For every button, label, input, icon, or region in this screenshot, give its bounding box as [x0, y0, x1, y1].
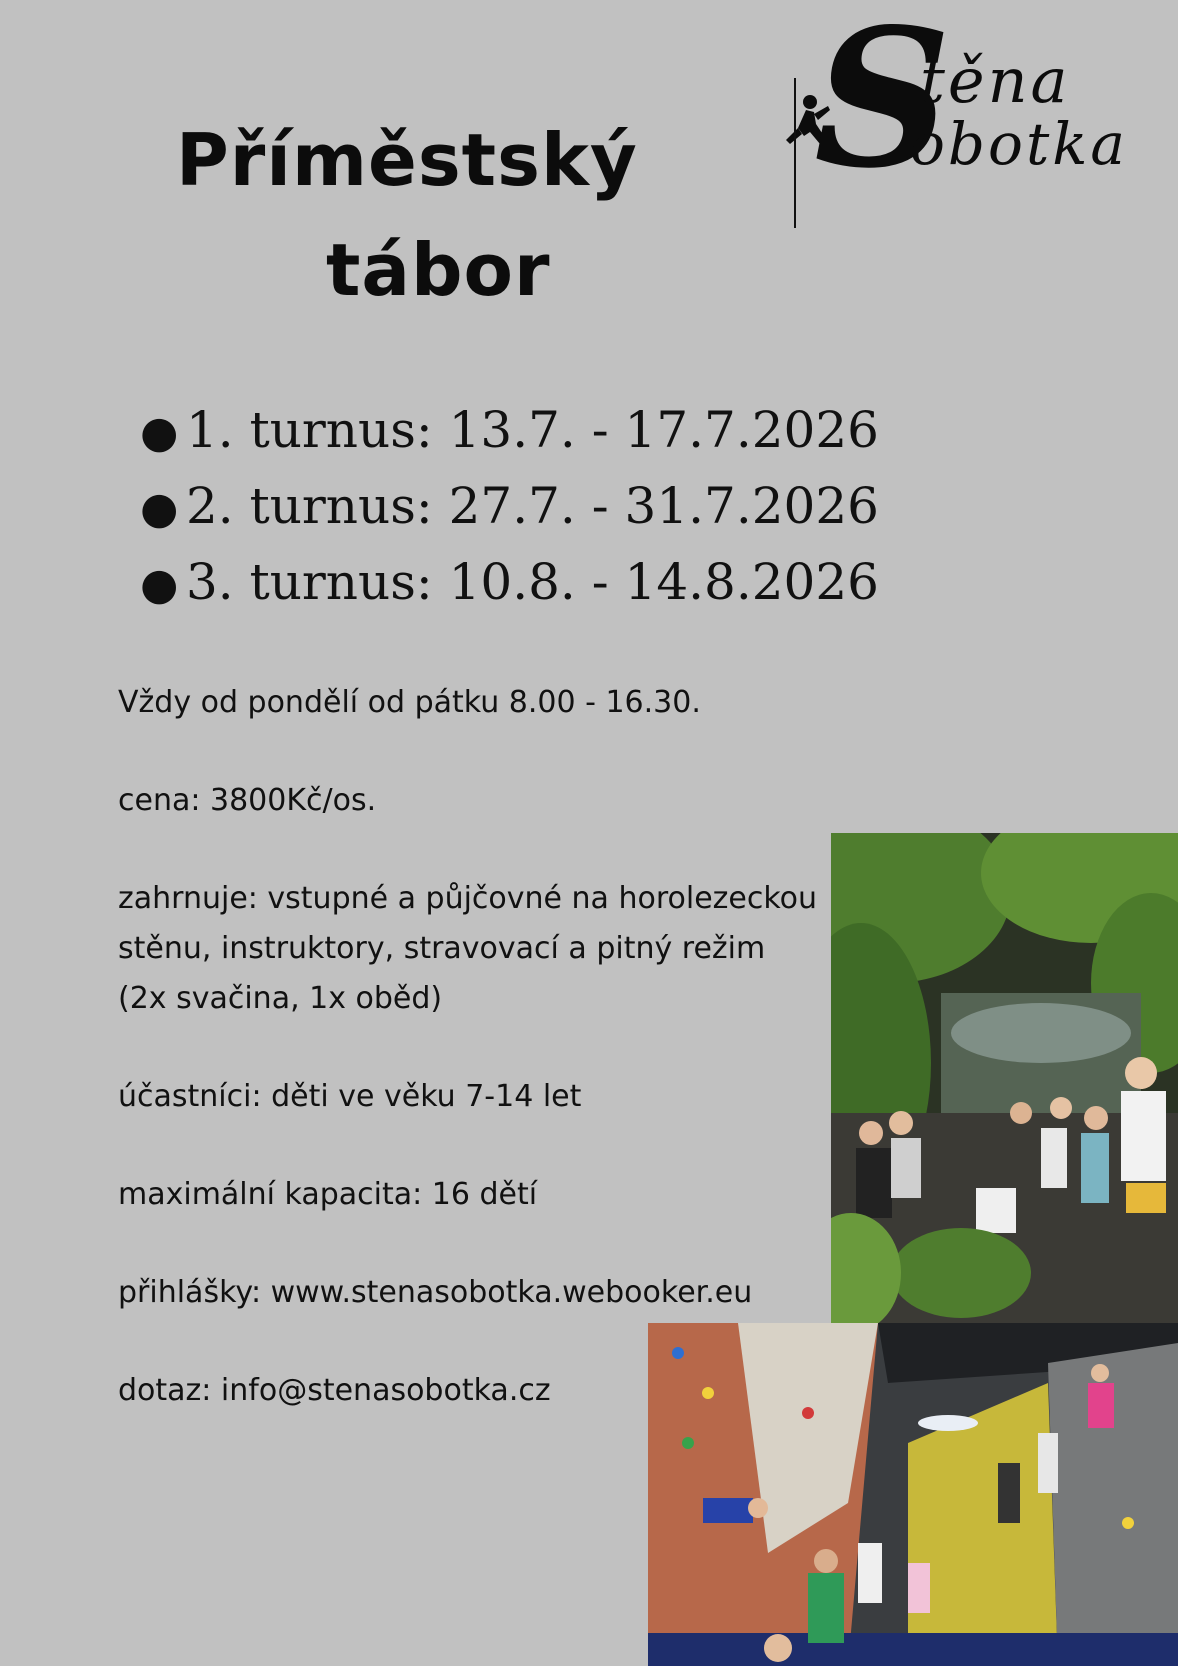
- turnus-label: 1. turnus: 13.7. - 17.7.2026: [186, 401, 879, 459]
- logo-word-1: těna: [920, 44, 1071, 117]
- page-title-line-2: tábor: [326, 228, 551, 312]
- schedule-text: Vždy od pondělí od pátku 8.00 - 16.30.: [118, 685, 701, 720]
- includes-text: zahrnuje: vstupné a půjčovné na horolezeckou stěnu, instruktory, stravovací a pitný režim (2x svačina, 1x oběd): [118, 881, 818, 1016]
- bullet-icon: ●: [140, 407, 179, 458]
- turnus-label: 2. turnus: 27.7. - 31.7.2026: [186, 477, 879, 535]
- participants-text: účastníci: děti ve věku 7-14 let: [118, 1079, 582, 1114]
- contact-email[interactable]: dotaz: info@stenasobotka.cz: [118, 1373, 551, 1408]
- logo-word-2: obotka: [910, 110, 1128, 178]
- bullet-icon: ●: [140, 483, 179, 534]
- logo-initial: S: [814, 0, 952, 210]
- turnus-item: [140, 392, 879, 468]
- turnus-item: [140, 544, 879, 620]
- photo-climbing-wall: [648, 1323, 1178, 1666]
- rope-line: [794, 78, 796, 228]
- registration-link[interactable]: přihlášky: www.stenasobotka.webooker.eu: [118, 1275, 753, 1310]
- turnus-list: [140, 392, 879, 620]
- turnus-label: 3. turnus: 10.8. - 14.8.2026: [186, 553, 879, 611]
- photo-children-cave: [831, 833, 1178, 1323]
- bullet-icon: ●: [140, 559, 179, 610]
- stena-sobotka-logo: [780, 0, 1160, 228]
- turnus-item: [140, 468, 879, 544]
- photo-children-cave-image: [831, 833, 1178, 1323]
- page-title-line-1: Příměstský: [176, 118, 638, 202]
- capacity-text: maximální kapacita: 16 dětí: [118, 1177, 538, 1212]
- price-text: cena: 3800Kč/os.: [118, 783, 377, 818]
- photo-climbing-wall-image: [648, 1323, 1178, 1666]
